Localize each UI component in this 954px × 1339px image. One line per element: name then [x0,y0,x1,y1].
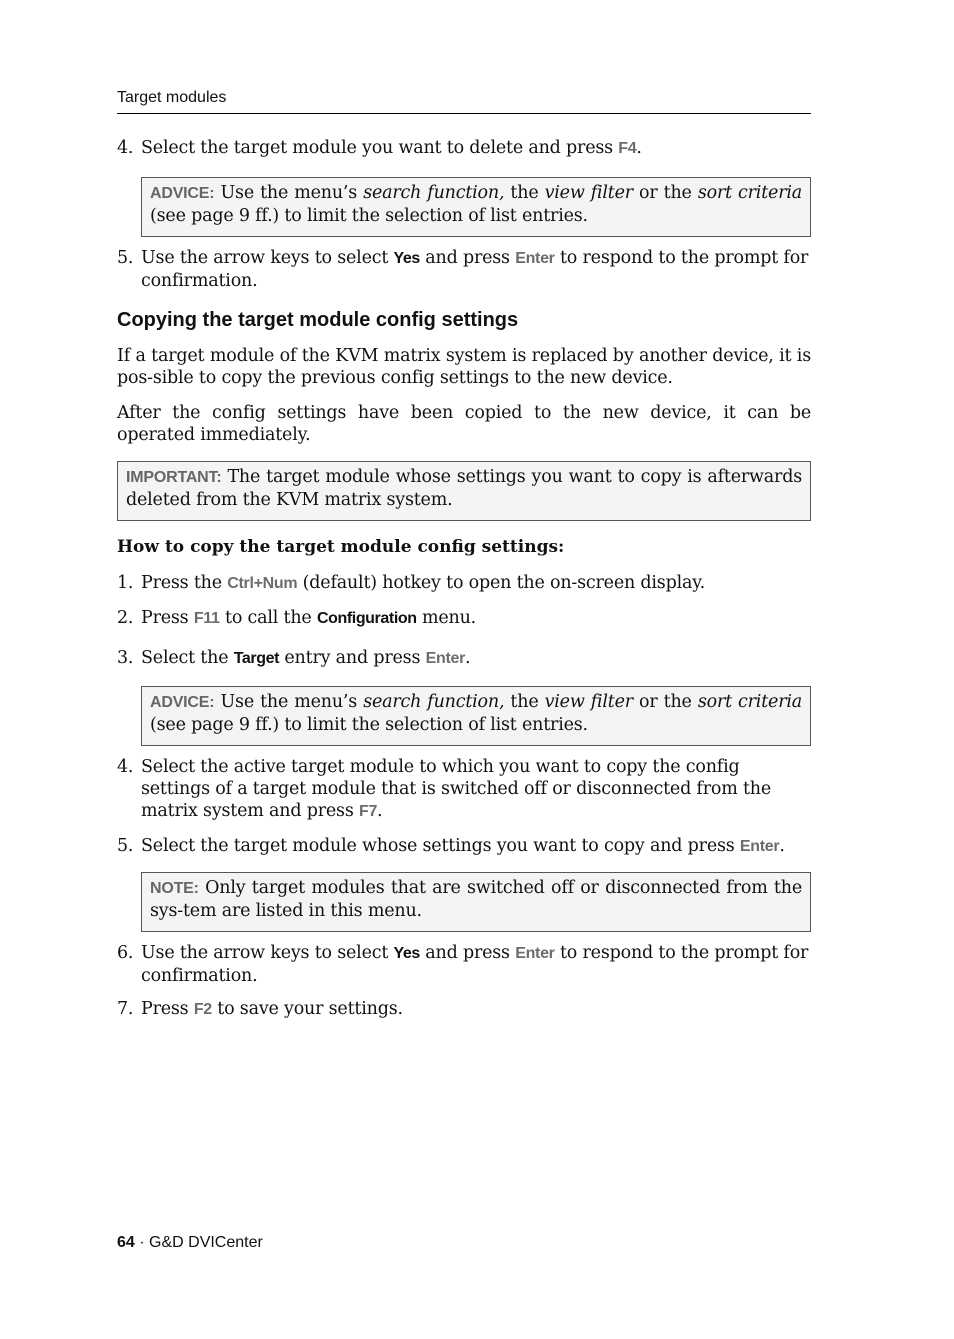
step-item: 2. Press F11 to call the Configuration menu. [117,608,477,628]
advice-box: ADVICE: Use the menu’s search function, the view filter or the sort criteria (see page 9 ff.) to limit the selection of list entries. [141,177,811,237]
key-label: F4 [618,140,637,157]
key-label: Enter [515,945,555,962]
advice-box: ADVICE: Use the menu’s search function, the view filter or the sort criteria (see page 9 ff.) to limit the selection of list entries. [141,686,811,746]
page-footer: 64 · G&D DVICenter [117,1234,263,1251]
key-label: F7 [358,803,378,820]
step-item: 1. Press the Ctrl+Num (default) hotkey to open the on-screen display. [117,573,705,593]
key-label: Yes [393,945,420,962]
step-item: 5. Select the target module whose settings you want to copy and press Enter. [117,836,785,856]
key-label: Configuration [316,610,417,627]
key-label: Yes [393,250,420,267]
page-number: 64 [117,1234,135,1251]
step-item: 4. Select the active target module to which you want to copy the config settings of a target module that is switched off or disconnected from the matrix system and press F7. [117,757,772,821]
section-heading: Copying the target module config settings [117,309,519,331]
paragraph: After the config settings have been copied to the new device, it can be operated immediately. [117,403,811,445]
howto-heading: How to copy the target module config settings: [117,537,565,557]
step-item: 7. Press F2 to save your settings. [117,999,403,1019]
running-head: Target modules [117,89,811,114]
key-label: Enter [425,650,465,667]
key-label: Enter [739,838,780,855]
step-item: 3. Select the Target entry and press Enter. [117,648,471,668]
important-box: IMPORTANT: The target module whose settings you want to copy is afterwards deleted from the KVM matrix system. [117,461,811,521]
key-label: Enter [515,250,555,267]
note-box: NOTE: Only target modules that are switched off or disconnected from the sys-tem are listed in this menu. [141,872,811,932]
document-title: G&D DVICenter [149,1234,263,1251]
key-label: Target [233,650,280,667]
step-item: 4. Select the target module you want to delete and press F4. [117,138,642,158]
paragraph: If a target module of the KVM matrix system is replaced by another device, it is pos-sible to copy the previous config settings to the new device. [117,346,811,388]
step-item: 5. Use the arrow keys to select Yes and press Enter to respond to the prompt for confirmation. [117,248,809,291]
step-item: 6. Use the arrow keys to select Yes and press Enter to respond to the prompt for confirmation. [117,943,809,986]
key-label: F11 [193,610,220,627]
key-label: F2 [193,1001,212,1018]
key-label: Ctrl+Num [227,575,298,592]
